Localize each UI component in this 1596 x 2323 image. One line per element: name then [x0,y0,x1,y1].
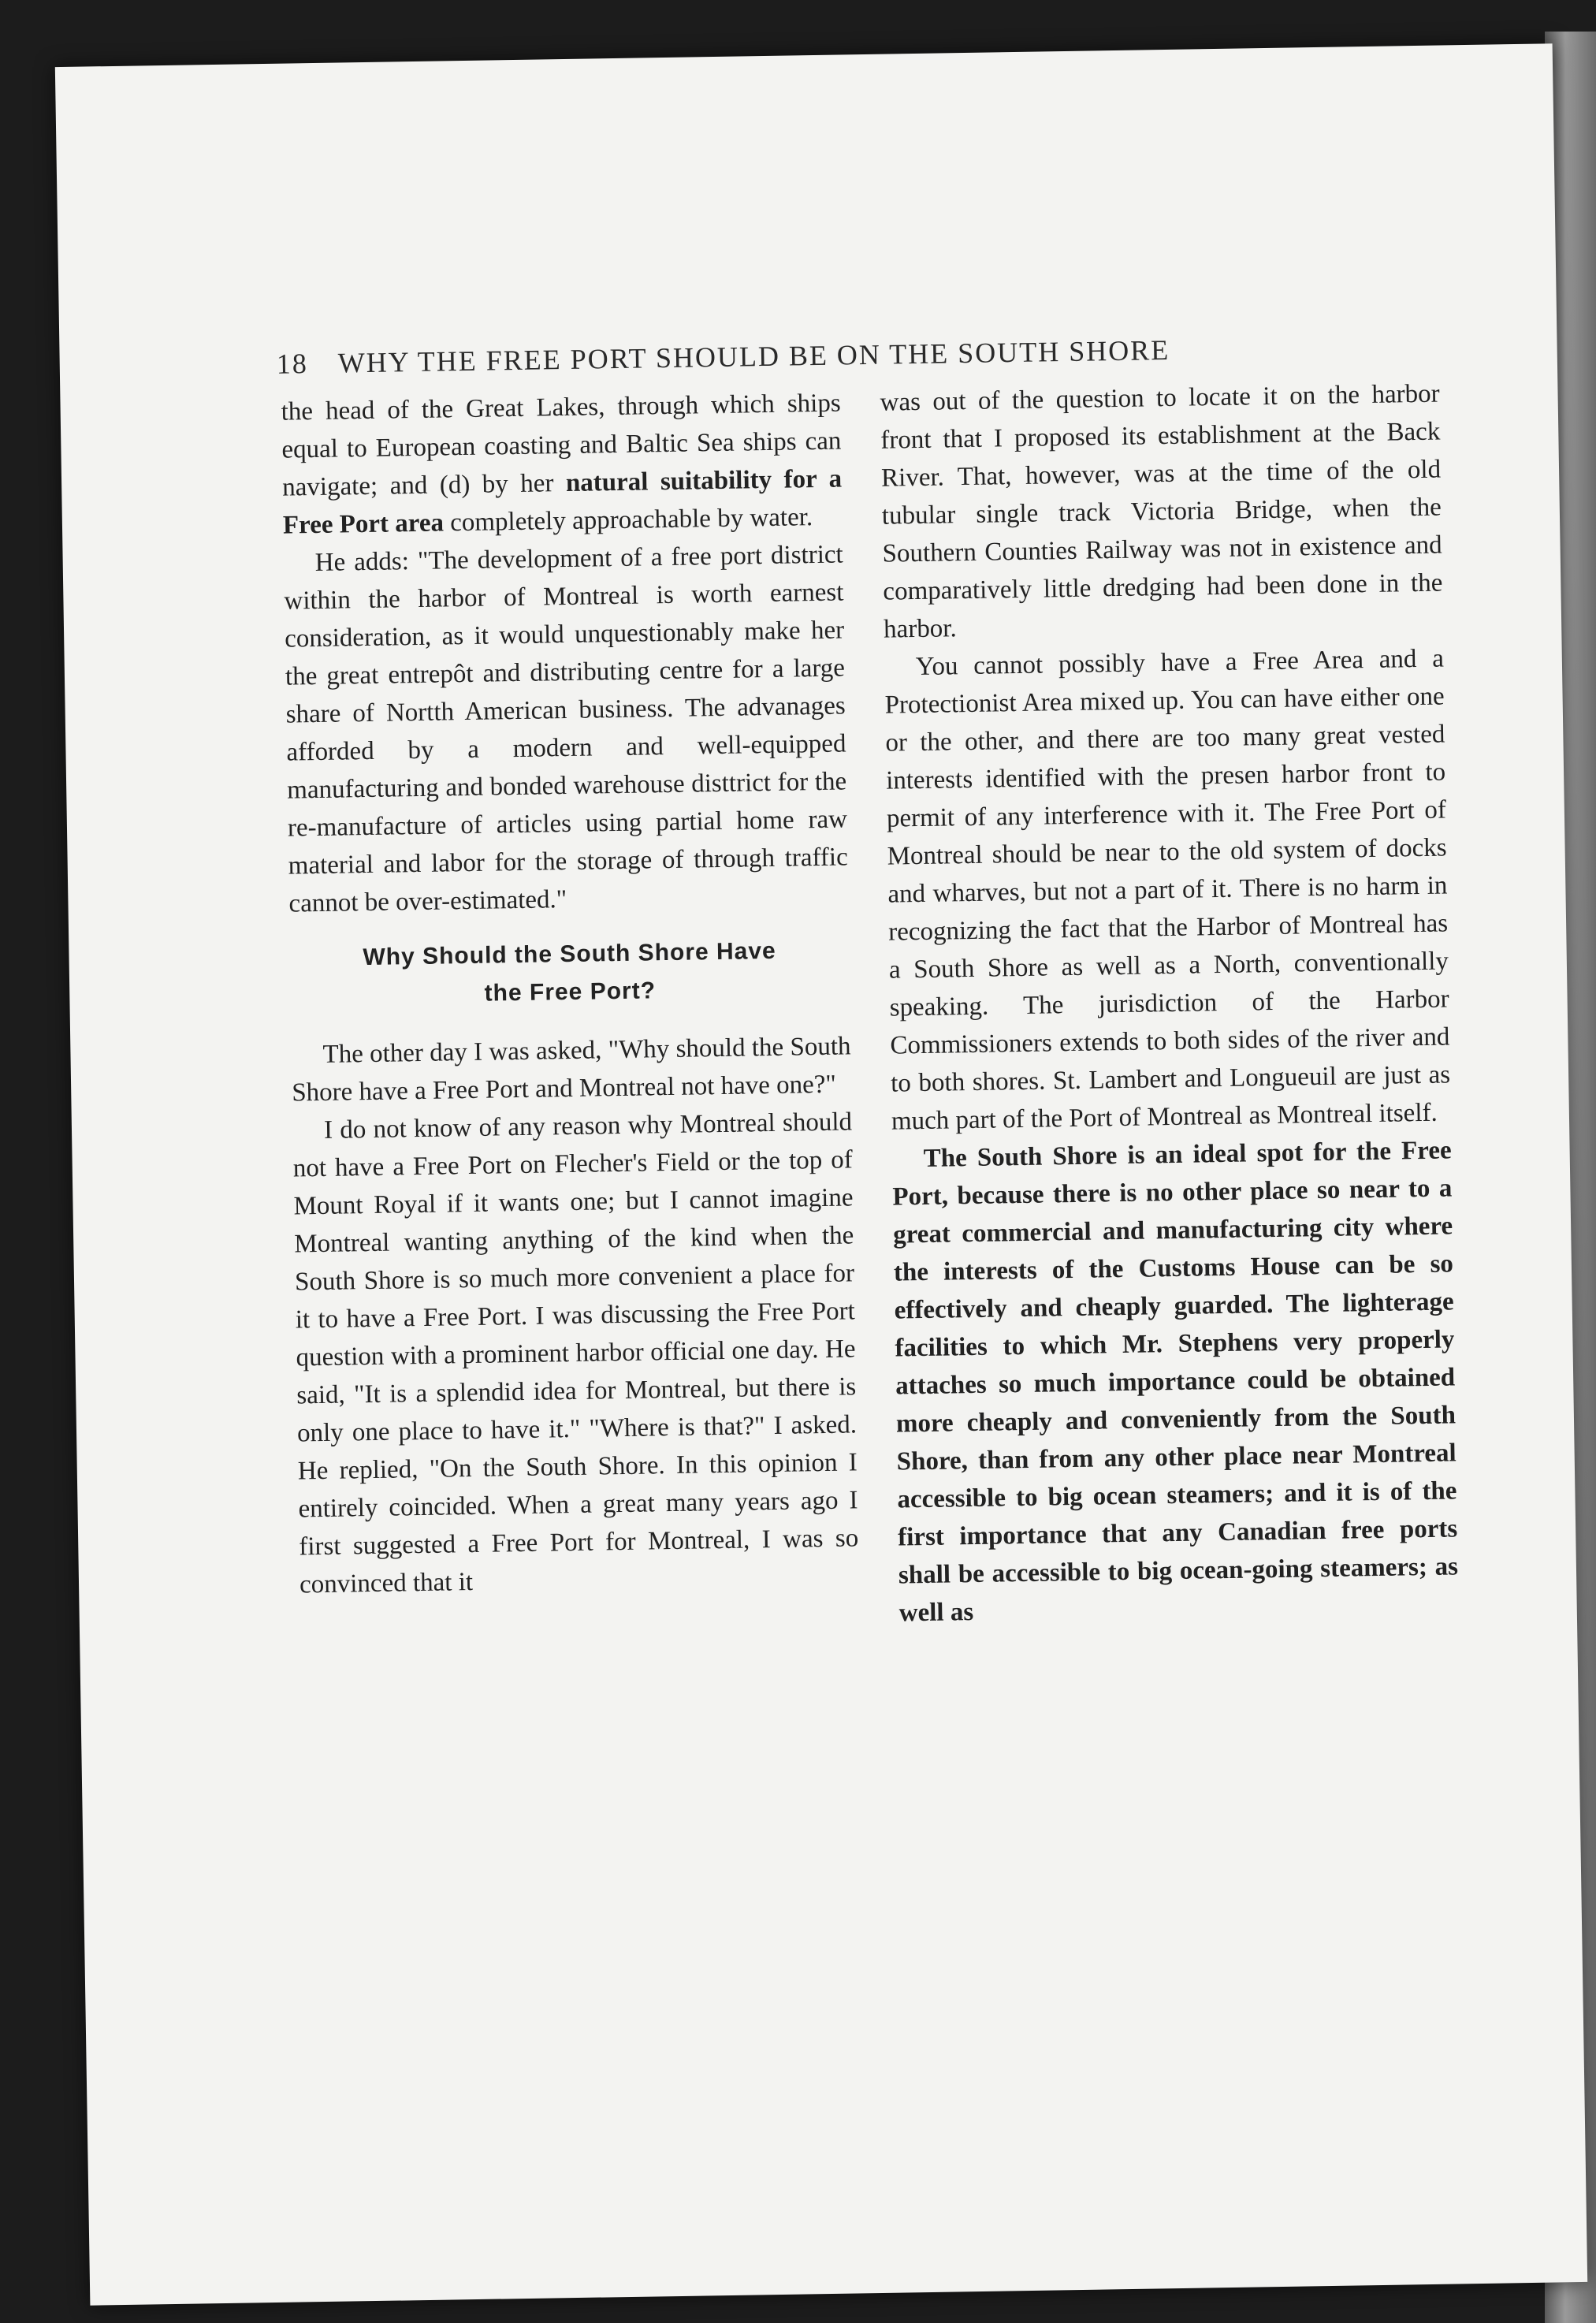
paragraph: I do not know of any reason why Montreal should not have a Free Port on Flecher's Field or the top of Mount Royal if it wants one; but I cannot imagine Montreal wanting anything of the kind when the South Shore is so much more convenient a place for it to have a Free Port. I was discussing the Free Port question with a prominent harbor official one day. He said, "It is a splendid idea for Montreal, but there is only one place to have it." "Where is that?" I asked. He replied, "On the South Shore. In this opinion I entirely coincided. When a great many years ago I first suggested a Free Port for Montreal, I was so convinced that it [292,1108,859,1599]
paragraph [281,384,843,544]
right-column [880,375,1459,1632]
paragraph-text: the head of the Great Lakes, through which ships equal to European coasting and Baltic Sea ships can navigate; and (d) by her [281,389,842,502]
bold-phrase: natural suitability for a Free Port area [282,464,843,540]
paragraph: The other day I was asked, "Why should the South Shore have a Free Port and Montreal not have one?" [292,1032,851,1108]
paragraph: The South Shore is an ideal spot for the Free Port, because there is no other place so near to a great commercial and manufacturing city where the interests of the Customs House can be so effectively and cheaply guarded. The lighterage facilities to which Mr. Stephens very properly attaches so much importance could be obtained more cheaply and conveniently from the South Shore, than from any other place near Montreal accessible to big ocean steamers; and it is of the first importance that any Canadian free ports shall be accessible to big ocean-going steamers; as well as [892,1136,1459,1628]
paragraph-text: completely approachable by water. [449,503,813,538]
left-column [281,384,859,1603]
section-heading-line: Why Should the South Shore Have [363,937,776,971]
section-heading-line: the Free Port? [484,977,657,1007]
section-heading [289,931,850,1015]
running-title: WHY THE FREE PORT SHOULD BE ON THE SOUTH SHORE [337,333,1170,379]
paragraph: You cannot possibly have a Free Area and a Protectionist Area mixed up. You can have either one or the other, and there are too many great vested interests identified with the presen harbor front to permit of any interference with it. The Free Port of Montreal should be near to the old system of docks and wharves, but not a part of it. There is no harm in recognizing the fact that the Harbor of Montreal has a South Shore as well as a North, conventionally speaking. The jurisdiction of the Harbor Commissioners extends to both sides of the river and to both shores. St. Lambert and Longueuil are just as much part of the Port of Montreal as Montreal itself. [884,644,1451,1136]
paragraph: was out of the question to locate it on the harbor front that I proposed its establishment at the Back River. That, however, was at the time of the old tubular single track Victoria Bridge, when the Southern Counties Railway was not in existence and comparatively little dredging had been done in the harbor. [880,379,1443,644]
book-page [55,43,1587,2305]
paragraph: He adds: "The development of a free port district within the harbor of Montreal is worth earnest consideration, as it would unquestionably make her the great entrepôt and distributing centre for a large share of Nortth American business. The advanages afforded by a modern and well-equipped manufacturing and bonded warehouse disttrict for the re-manufacture of articles using partial home raw material and labor for the storage of through traffic cannot be over-estimated." [284,540,848,918]
page-number: 18 [276,348,309,380]
page-header [276,330,1379,381]
